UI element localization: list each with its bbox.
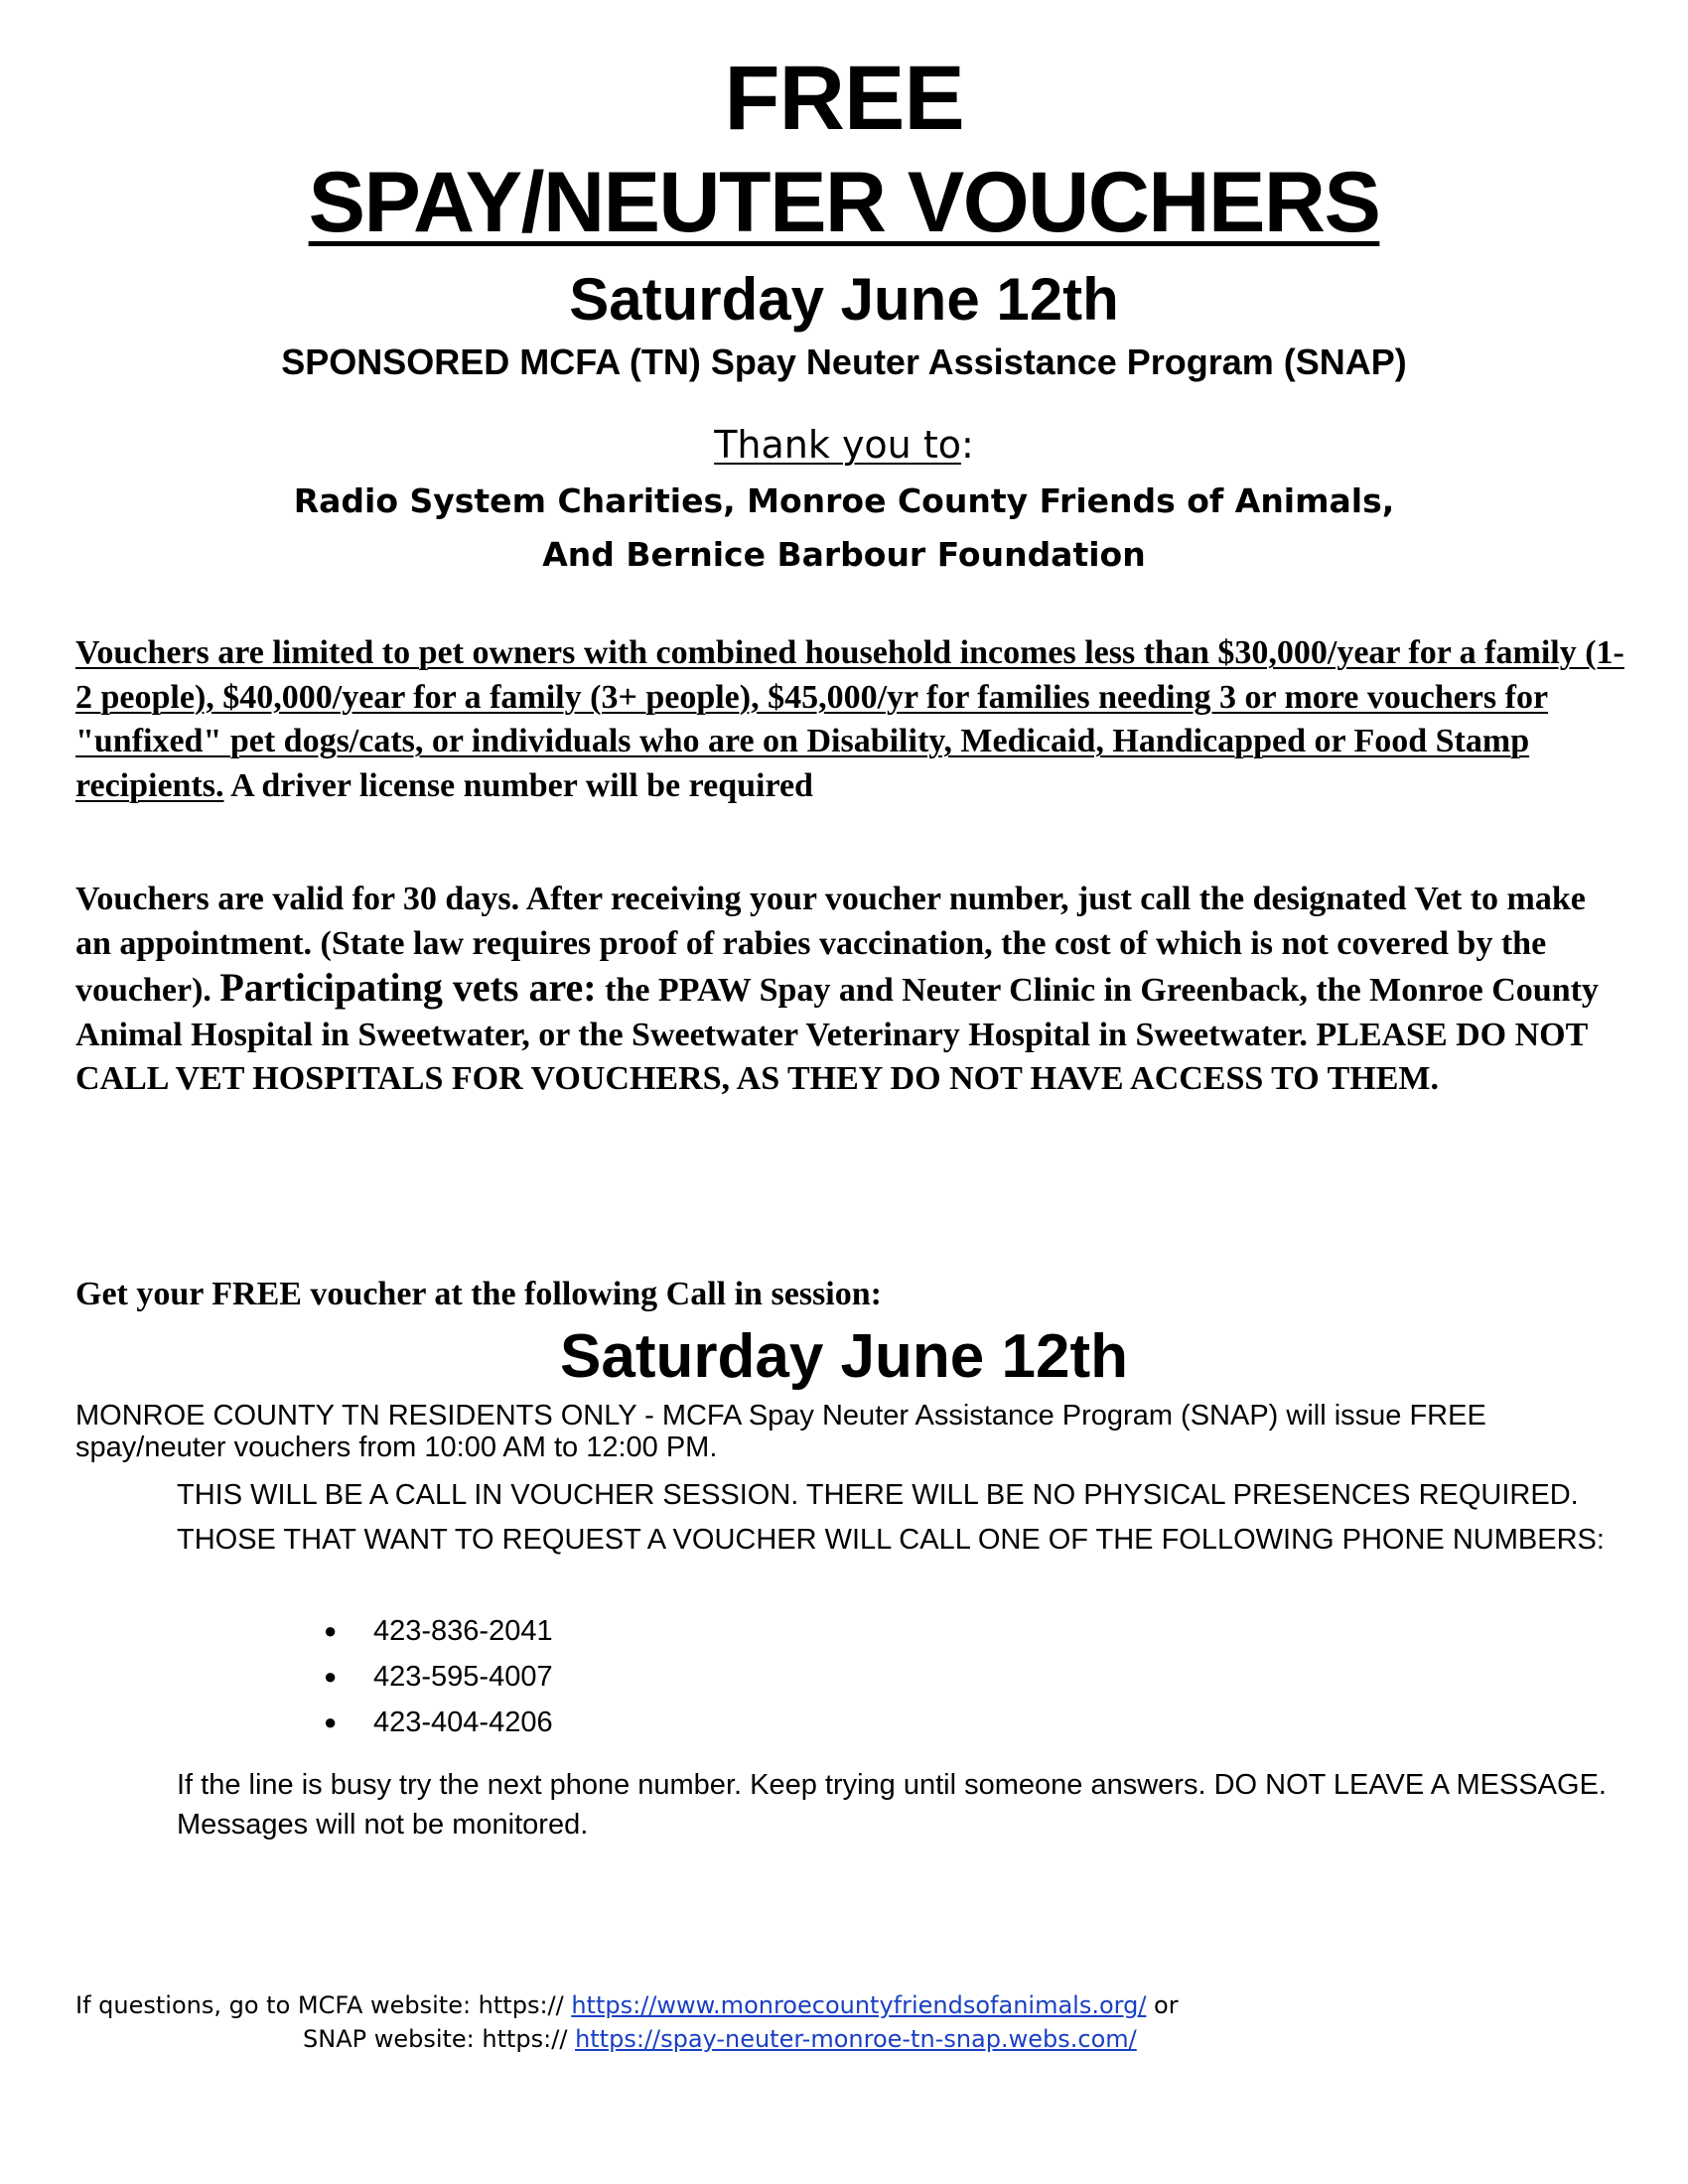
orgs-line-1: Radio System Charities, Monroe County Friends of Animals, <box>293 481 1395 520</box>
footer-mcfa-suffix: or <box>1146 1991 1179 2019</box>
get-voucher-line: Get your FREE voucher at the following Call in session: <box>75 1276 882 1312</box>
eligibility-paragraph <box>75 631 1624 808</box>
phone-item[interactable] <box>318 1700 553 1745</box>
eligibility-license: A driver license number will be required <box>223 766 813 804</box>
phone-list <box>318 1608 553 1745</box>
snap-website-link[interactable]: https://spay-neuter-monroe-tn-snap.webs.com/ <box>575 2025 1137 2053</box>
headline-free: FREE <box>724 48 964 149</box>
eligibility-limits: Vouchers are limited to pet owners with combined household incomes less than $30,000/year for a family (1-2 people), $40,000/year for a family (3+ people), $45,000/yr for families needing 3 or more vouchers for "unfixed" pet dogs/cats, or individuals who are on Disability, Medicaid, Handicapped or Food Stamp recipients. <box>75 634 1624 804</box>
validity-part-2: the PPAW Spay and Neuter Clinic in Greenback, the Monroe County Animal Hospital in Sweetwater, or the Sweetwater Veterinary Hospital in Sweetwater. PLEASE DO NOT CALL VET HOSPITALS FOR VOUCHERS, AS THEY DO NOT HAVE ACCESS TO THEM. <box>75 972 1599 1097</box>
bullet-icon: ● <box>324 1618 338 1643</box>
event-date: Saturday June 12th <box>569 266 1119 333</box>
headline-title-text: SPAY/NEUTER VOUCHERS <box>308 155 1380 250</box>
thanks-orgs <box>0 475 1688 582</box>
footer-mcfa-line <box>75 1987 1664 2023</box>
mcfa-website-link[interactable]: https://www.monroecountyfriendsofanimals.org/ <box>571 1991 1147 2019</box>
footer-snap-line <box>303 2021 1673 2057</box>
sponsor-line: SPONSORED MCFA (TN) Spay Neuter Assistance Program (SNAP) <box>281 341 1407 382</box>
residents-notice: MONROE COUNTY TN RESIDENTS ONLY - MCFA Spay Neuter Assistance Program (SNAP) will issue FREE spay/neuter vouchers from 10:00 AM to 12:00 PM. <box>75 1400 1486 1463</box>
phone-item[interactable] <box>318 1654 553 1700</box>
call-in-instructions: THIS WILL BE A CALL IN VOUCHER SESSION. THERE WILL BE NO PHYSICAL PRESENCES REQUIRED. THOSE THAT WANT TO REQUEST A VOUCHER WILL CALL ONE OF THE FOLLOWING PHONE NUMBERS: <box>177 1479 1605 1556</box>
validity-part-1: Vouchers are valid for 30 days. After receiving your voucher number, just call the designated Vet to make an appointment. (State law requires proof of rabies vaccination, the cost of which is not covered by the voucher). <box>75 881 1586 1009</box>
phone-number: 423-836-2041 <box>373 1615 553 1647</box>
busy-line-note: If the line is busy try the next phone number. Keep trying until someone answers. DO NOT LEAVE A MESSAGE. Messages will not be monitored. <box>177 1769 1607 1841</box>
footer-mcfa-prefix: If questions, go to MCFA website: https:// <box>75 1991 572 2019</box>
validity-paragraph <box>75 878 1624 1102</box>
footer-snap-prefix: SNAP website: https:// <box>303 2025 576 2053</box>
phone-number: 423-595-4007 <box>373 1661 553 1693</box>
bullet-icon: ● <box>324 1709 338 1734</box>
thanks-text: Thank you to <box>714 423 961 467</box>
phone-item[interactable] <box>318 1608 553 1654</box>
thanks-heading <box>0 417 1688 473</box>
thanks-colon: : <box>961 423 974 467</box>
session-date: Saturday June 12th <box>560 1322 1128 1391</box>
phone-number: 423-404-4206 <box>373 1706 553 1738</box>
bullet-icon: ● <box>324 1664 338 1689</box>
orgs-line-2: And Bernice Barbour Foundation <box>542 535 1146 574</box>
participating-vets-label: Participating vets are: <box>219 965 597 1010</box>
headline-title <box>0 151 1688 254</box>
